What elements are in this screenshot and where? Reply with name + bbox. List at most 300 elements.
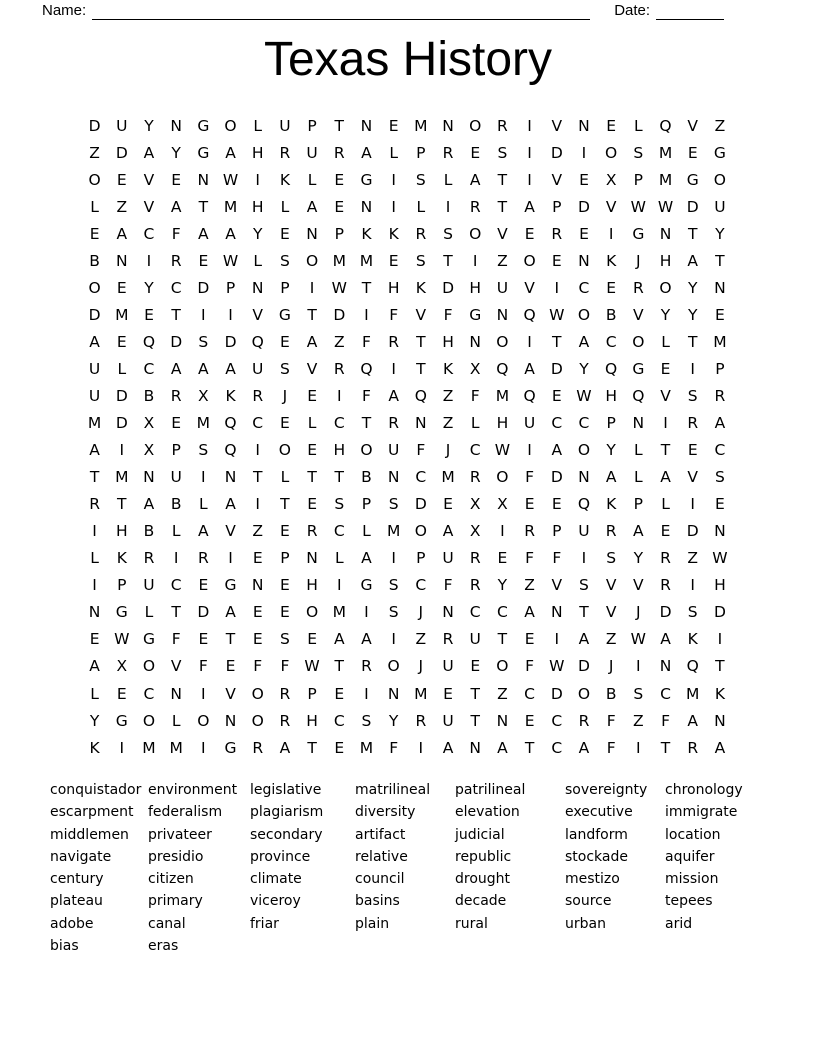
word-item: environment — [148, 782, 238, 798]
grid-cell: A — [198, 522, 209, 541]
word-item: urban — [565, 915, 606, 932]
word-item: eras — [148, 938, 179, 955]
grid-cell: E — [551, 495, 562, 514]
grid-cell: A — [225, 603, 236, 622]
grid-cell: D — [88, 305, 101, 324]
grid-cell: T — [715, 657, 725, 676]
grid-cell: U — [442, 711, 454, 730]
grid-cell: A — [442, 738, 454, 757]
grid-cell: D — [686, 197, 699, 216]
grid-cell: E — [89, 224, 100, 243]
grid-cell: N — [224, 468, 237, 487]
grid-cell: E — [198, 630, 209, 649]
grid-cell: E — [606, 116, 617, 135]
word-item: diversity — [355, 804, 416, 821]
grid-cell: I — [228, 305, 233, 324]
grid-cell: L — [307, 170, 317, 189]
grid-cell: I — [391, 549, 396, 568]
grid-cell: O — [523, 251, 536, 270]
grid-cell: E — [171, 414, 182, 433]
grid-cell: G — [115, 603, 128, 622]
word-item: mestizo — [565, 871, 620, 888]
grid-cell: I — [364, 305, 369, 324]
grid-cell: N — [115, 251, 128, 270]
grid-cell: U — [88, 386, 101, 405]
grid-cell: L — [389, 143, 398, 162]
grid-cell: Z — [714, 116, 726, 135]
grid-cell: V — [660, 386, 671, 405]
grid-cell: Y — [144, 116, 154, 135]
grid-cell: Z — [497, 684, 508, 703]
grid-cell: E — [280, 332, 290, 351]
word-item: source — [565, 893, 612, 910]
grid-cell: J — [608, 657, 614, 676]
grid-cell: R — [279, 143, 291, 162]
grid-cell: T — [416, 359, 426, 378]
grid-cell: M — [115, 468, 129, 487]
grid-cell: I — [445, 197, 451, 216]
grid-cell: L — [470, 414, 480, 433]
grid-cell: W — [494, 441, 511, 460]
grid-cell: Q — [605, 359, 618, 378]
grid-cell: A — [442, 522, 454, 541]
grid-cell: E — [144, 305, 154, 324]
grid-cell: Y — [497, 576, 508, 595]
grid-cell: E — [388, 116, 399, 135]
grid-cell: Q — [632, 386, 645, 405]
grid-cell: E — [579, 170, 589, 189]
grid-cell: Q — [686, 657, 699, 676]
grid-cell: F — [525, 468, 535, 487]
grid-cell: V — [252, 305, 264, 324]
grid-cell: I — [418, 738, 424, 757]
grid-cell: H — [659, 251, 672, 270]
grid-cell: C — [333, 414, 345, 433]
grid-cell: G — [224, 576, 237, 595]
grid-cell: X — [143, 414, 155, 433]
grid-cell: H — [251, 197, 264, 216]
grid-cell: C — [578, 414, 590, 433]
grid-cell: A — [279, 738, 291, 757]
grid-cell: I — [527, 116, 532, 135]
word-item: sovereignty — [565, 782, 648, 798]
grid-cell: C — [170, 576, 182, 595]
grid-cell: O — [577, 441, 591, 460]
grid-cell: T — [117, 495, 127, 514]
worksheet-title: Texas History — [263, 33, 553, 86]
grid-cell: V — [687, 116, 699, 135]
grid-cell: Y — [89, 711, 100, 730]
grid-cell: G — [197, 143, 210, 162]
word-item: canal — [148, 915, 186, 932]
word-item: plagiarism — [250, 804, 324, 821]
word-item: republic — [455, 848, 512, 865]
grid-cell: A — [361, 630, 372, 649]
grid-cell: A — [306, 332, 318, 351]
grid-cell: O — [713, 170, 726, 189]
name-label: Name: — [42, 2, 87, 19]
grid-cell: O — [305, 603, 319, 622]
grid-cell: O — [142, 711, 156, 730]
grid-cell: V — [551, 170, 563, 189]
grid-cell: X — [469, 359, 481, 378]
grid-cell: A — [524, 359, 535, 378]
grid-cell: V — [551, 576, 563, 595]
grid-cell: D — [578, 657, 590, 676]
grid-cell: A — [225, 224, 236, 243]
grid-cell: A — [524, 197, 535, 216]
grid-cell: N — [415, 414, 427, 433]
grid-cell: M — [223, 197, 238, 216]
grid-cell: I — [527, 441, 532, 460]
grid-cell: U — [252, 359, 264, 378]
grid-cell: V — [415, 305, 427, 324]
header — [42, 0, 738, 20]
grid-cell: L — [144, 603, 154, 622]
grid-cell: Q — [414, 386, 427, 405]
grid-cell: Y — [579, 359, 589, 378]
grid-cell: H — [306, 711, 318, 730]
grid-cell: C — [578, 278, 590, 297]
grid-cell: Q — [251, 332, 264, 351]
grid-cell: D — [333, 305, 346, 324]
grid-cell: M — [414, 116, 428, 135]
grid-cell: E — [89, 630, 100, 649]
grid-cell: D — [170, 332, 183, 351]
grid-cell: U — [442, 549, 454, 568]
grid-cell: R — [632, 278, 644, 297]
grid-cell: R — [252, 386, 264, 405]
grid-cell: T — [280, 495, 290, 514]
grid-cell: C — [551, 711, 563, 730]
word-item: navigate — [50, 848, 112, 865]
grid-cell: Y — [687, 305, 698, 324]
grid-cell: P — [416, 549, 426, 568]
grid-cell: R — [442, 630, 454, 649]
grid-cell: C — [551, 738, 563, 757]
grid-cell: I — [717, 630, 723, 649]
grid-cell: N — [387, 684, 400, 703]
grid-cell: M — [115, 305, 129, 324]
grid-cell: E — [116, 170, 127, 189]
grid-cell: T — [443, 251, 453, 270]
grid-cell: T — [660, 738, 671, 757]
grid-cell: N — [659, 224, 672, 243]
word-item: adobe — [50, 915, 94, 932]
grid-cell: I — [201, 305, 206, 324]
grid-cell: R — [687, 738, 699, 757]
grid-cell: C — [469, 441, 481, 460]
grid-cell: E — [198, 251, 209, 270]
grid-cell: A — [469, 170, 481, 189]
grid-cell: U — [578, 522, 590, 541]
grid-cell: L — [307, 414, 317, 433]
word-item: relative — [355, 848, 408, 865]
grid-cell: O — [251, 711, 264, 730]
grid-cell: A — [89, 441, 100, 460]
grid-cell: A — [714, 414, 726, 433]
grid-cell: O — [577, 305, 591, 324]
grid-cell: N — [251, 576, 264, 595]
grid-cell: S — [687, 603, 698, 622]
grid-cell: V — [551, 116, 563, 135]
grid-cell: O — [305, 251, 319, 270]
grid-cell: C — [524, 684, 535, 703]
grid-cell: T — [252, 468, 263, 487]
grid-cell: F — [171, 224, 181, 243]
grid-cell: S — [198, 332, 209, 351]
grid-cell: B — [89, 251, 100, 270]
grid-cell: J — [418, 603, 424, 622]
grid-cell: E — [687, 143, 698, 162]
grid-cell: J — [636, 603, 641, 622]
word-list-column — [250, 779, 355, 957]
word-item: century — [50, 871, 104, 888]
grid-cell: N — [306, 549, 318, 568]
grid-cell: F — [525, 657, 535, 676]
grid-cell: N — [659, 657, 672, 676]
grid-cell: D — [686, 522, 699, 541]
grid-cell: F — [552, 549, 562, 568]
grid-cell: A — [170, 197, 182, 216]
word-item: tepees — [665, 893, 713, 910]
grid-cell: Z — [605, 630, 617, 649]
grid-cell: C — [415, 576, 427, 595]
grid-cell: N — [714, 278, 726, 297]
grid-cell: R — [605, 522, 617, 541]
grid-cell: T — [307, 468, 317, 487]
grid-cell: F — [525, 549, 535, 568]
grid-cell: T — [497, 197, 508, 216]
grid-cell: M — [686, 684, 700, 703]
grid-cell: L — [253, 251, 263, 270]
grid-cell: O — [496, 468, 509, 487]
grid-cell: E — [307, 386, 317, 405]
grid-cell: G — [142, 630, 155, 649]
grid-cell: A — [225, 143, 236, 162]
grid-cell: E — [524, 711, 535, 730]
grid-cell: F — [443, 576, 453, 595]
grid-cell: B — [143, 386, 155, 405]
grid-cell: T — [524, 738, 535, 757]
grid-cell: R — [660, 549, 671, 568]
grid-cell: N — [550, 603, 563, 622]
grid-cell: L — [90, 549, 99, 568]
grid-cell: G — [632, 224, 645, 243]
grid-cell: I — [201, 468, 206, 487]
grid-cell: E — [551, 386, 562, 405]
grid-cell: M — [87, 414, 102, 433]
word-item: patrilineal — [455, 782, 526, 798]
grid-cell: M — [441, 468, 455, 487]
grid-cell: A — [116, 224, 128, 243]
grid-cell: K — [687, 630, 698, 649]
grid-cell: C — [333, 711, 345, 730]
grid-cell: N — [496, 711, 509, 730]
grid-cell: W — [630, 197, 646, 216]
grid-cell: W — [304, 657, 320, 676]
grid-cell: H — [496, 414, 509, 433]
grid-cell: I — [663, 414, 668, 433]
grid-cell: T — [715, 251, 725, 270]
grid-cell: V — [143, 197, 155, 216]
grid-cell: R — [687, 414, 699, 433]
grid-cell: L — [634, 468, 643, 487]
grid-cell: S — [443, 224, 453, 243]
grid-cell: U — [116, 116, 128, 135]
grid-cell: O — [659, 278, 672, 297]
grid-cell: N — [578, 251, 590, 270]
grid-cell: K — [225, 386, 236, 405]
grid-cell: X — [469, 495, 481, 514]
grid-cell: R — [469, 468, 481, 487]
grid-cell: D — [550, 468, 563, 487]
grid-cell: F — [280, 657, 290, 676]
grid-cell: E — [470, 657, 481, 676]
grid-cell: U — [469, 630, 481, 649]
grid-cell: S — [687, 386, 698, 405]
grid-cell: R — [170, 386, 182, 405]
grid-cell: C — [714, 441, 726, 460]
grid-cell: C — [605, 332, 617, 351]
word-item: viceroy — [250, 893, 301, 910]
grid-cell: C — [143, 224, 155, 243]
grid-cell: P — [633, 495, 644, 514]
grid-cell: B — [143, 522, 155, 541]
grid-cell: A — [198, 224, 209, 243]
grid-cell: A — [143, 495, 155, 514]
grid-cell: A — [714, 738, 726, 757]
word-item: elevation — [455, 804, 520, 821]
grid-cell: R — [252, 738, 264, 757]
grid-cell: T — [307, 305, 317, 324]
grid-cell: R — [551, 224, 563, 243]
word-item: executive — [565, 804, 633, 821]
grid-cell: A — [306, 197, 318, 216]
grid-cell: L — [661, 332, 670, 351]
grid-cell: Z — [442, 414, 454, 433]
grid-cell: C — [252, 414, 264, 433]
grid-cell: J — [418, 657, 424, 676]
grid-cell: F — [661, 711, 670, 730]
grid-cell: F — [416, 441, 426, 460]
grid-cell: M — [495, 386, 510, 405]
grid-cell: S — [388, 603, 399, 622]
grid-cell: O — [496, 657, 509, 676]
grid-cell: N — [224, 711, 237, 730]
grid-cell: M — [658, 170, 673, 189]
grid-cell: D — [578, 197, 590, 216]
grid-cell: D — [550, 143, 563, 162]
grid-cell: V — [497, 224, 508, 243]
grid-cell: N — [170, 684, 182, 703]
grid-cell: E — [715, 495, 725, 514]
grid-cell: A — [660, 468, 671, 487]
grid-cell: N — [578, 468, 590, 487]
grid-cell: M — [414, 684, 428, 703]
grid-cell: N — [632, 414, 645, 433]
grid-cell: A — [524, 603, 535, 622]
grid-cell: K — [388, 224, 399, 243]
grid-cell: G — [360, 170, 373, 189]
grid-cell: L — [199, 495, 208, 514]
grid-cell: K — [415, 278, 426, 297]
word-item: province — [250, 848, 311, 865]
grid-cell: I — [336, 386, 342, 405]
grid-cell: L — [253, 116, 263, 135]
grid-cell: R — [333, 359, 345, 378]
grid-cell: K — [714, 684, 725, 703]
grid-cell: A — [687, 251, 699, 270]
grid-cell: E — [280, 522, 290, 541]
grid-cell: A — [578, 332, 590, 351]
grid-cell: I — [92, 522, 97, 541]
grid-cell: F — [171, 630, 181, 649]
grid-cell: E — [524, 495, 535, 514]
grid-cell: M — [332, 603, 346, 622]
grid-cell: I — [554, 630, 560, 649]
grid-cell: I — [527, 143, 532, 162]
word-list-column — [565, 779, 665, 957]
grid-cell: L — [117, 359, 127, 378]
grid-cell: P — [606, 414, 616, 433]
grid-cell: F — [389, 305, 399, 324]
grid-cell: K — [279, 170, 290, 189]
grid-cell: X — [116, 657, 128, 676]
word-list-column — [148, 779, 250, 957]
grid-cell: S — [415, 170, 426, 189]
grid-cell: H — [469, 278, 482, 297]
word-list-column — [665, 779, 775, 957]
grid-cell: P — [633, 170, 644, 189]
grid-cell: W — [549, 305, 565, 324]
grid-cell: A — [578, 630, 590, 649]
grid-cell: U — [523, 414, 536, 433]
word-list-column — [455, 779, 565, 957]
grid-cell: P — [715, 359, 725, 378]
grid-cell: M — [359, 738, 374, 757]
grid-cell: J — [282, 386, 288, 405]
grid-cell: A — [225, 359, 236, 378]
grid-cell: T — [361, 278, 372, 297]
grid-cell: W — [114, 630, 130, 649]
grid-cell: W — [549, 657, 565, 676]
word-item: plateau — [50, 893, 103, 910]
grid-cell: E — [307, 495, 317, 514]
grid-cell: E — [252, 630, 263, 649]
grid-cell: Z — [524, 576, 535, 595]
grid-cell: L — [416, 197, 426, 216]
grid-cell: N — [360, 116, 373, 135]
word-item: council — [355, 871, 405, 888]
grid-cell: T — [334, 468, 345, 487]
word-item: aquifer — [665, 848, 715, 865]
grid-cell: I — [201, 738, 206, 757]
grid-cell: Y — [144, 278, 154, 297]
grid-cell: G — [224, 738, 237, 757]
grid-cell: I — [201, 684, 206, 703]
grid-cell: R — [143, 549, 155, 568]
grid-cell: G — [713, 143, 726, 162]
grid-cell: D — [115, 414, 128, 433]
grid-cell: H — [442, 332, 454, 351]
grid-cell: T — [579, 603, 589, 622]
grid-cell: L — [90, 684, 99, 703]
grid-cell: F — [606, 711, 616, 730]
grid-cell: W — [222, 251, 239, 270]
grid-cell: Z — [497, 251, 508, 270]
word-item: landform — [565, 826, 628, 843]
